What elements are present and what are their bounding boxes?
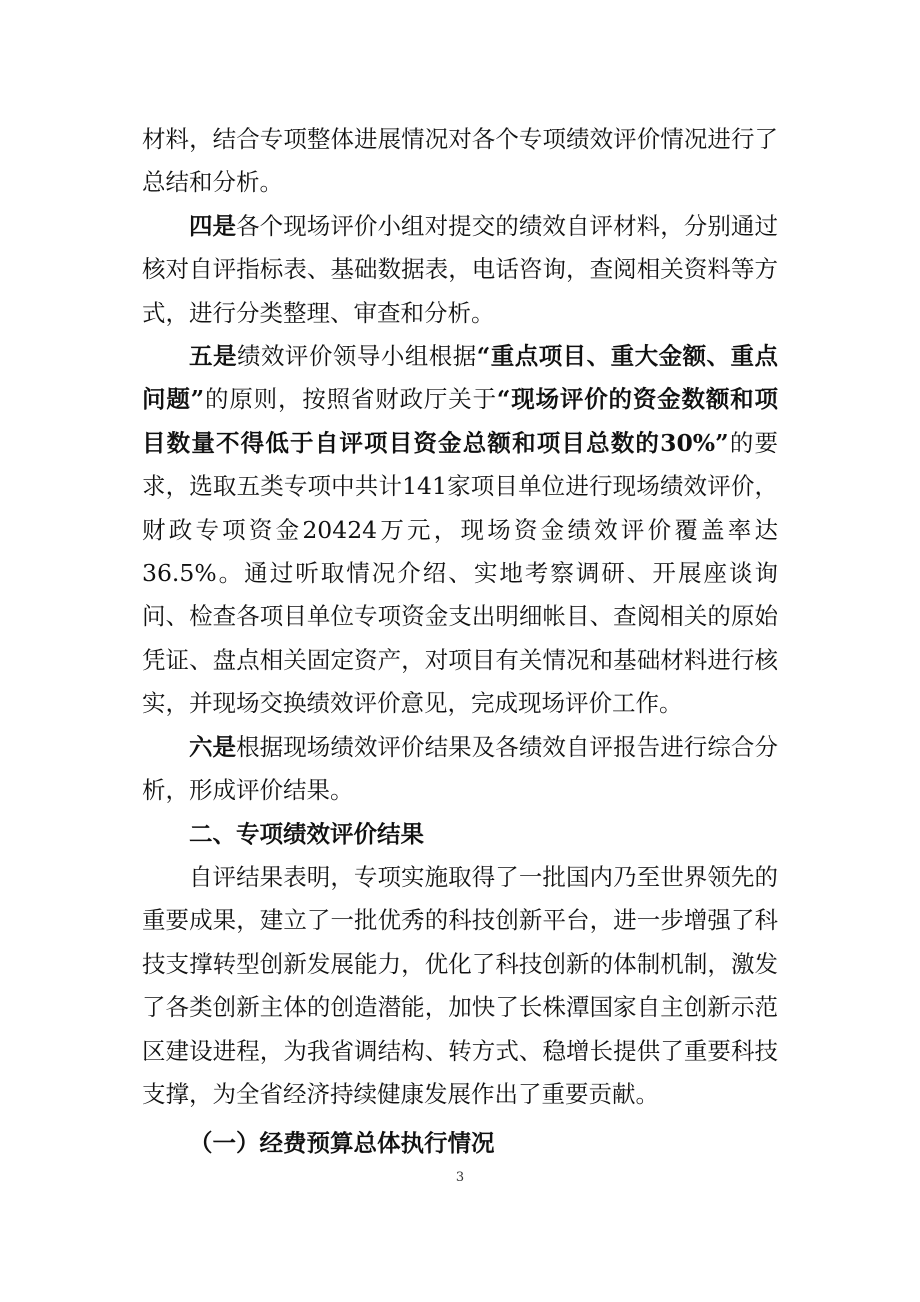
paragraph-text: 自评结果表明，专项实施取得了一批国内乃至世界领先的重要成果，建立了一批优秀的科技创新平台，进一步增强了科技支撑转型创新发展能力，优化了科技创新的体制机制，激发了各类创新主体的创造潜能，加快了长株潭国家自主创新示范区建设进程，为我省调结构、转方式、稳增长提供了重要科技支撑，为全省经济持续健康发展作出了重要贡献。 xyxy=(142,862,778,1108)
paragraph-text: 根据现场绩效评价结果及各绩效自评报告进行综合分析，形成评价结果。 xyxy=(142,732,778,805)
step-lead: 五是 xyxy=(189,342,237,371)
emphasis-text: “现场评价的资金数额和项目数量不得低于自评项目资金总额和项目总数的30%” xyxy=(142,385,778,457)
paragraph-continuation xyxy=(142,118,778,205)
body-text xyxy=(142,118,778,1166)
paragraph-step-five xyxy=(142,335,778,726)
paragraph-step-six xyxy=(142,726,778,813)
paragraph-text: 材料，结合专项整体进展情况对各个专项绩效评价情况进行了总结和分析。 xyxy=(142,125,778,197)
paragraph-text: 绩效评价领导小组根据 xyxy=(236,342,477,371)
section-heading: 二、专项绩效评价结果 xyxy=(189,819,424,848)
emphasis-text: “重点项目、重大金额、重点问题” xyxy=(142,342,779,414)
paragraph-text: 的原则，按照省财政厅关于 xyxy=(204,385,497,414)
paragraph-step-four xyxy=(142,205,778,335)
step-lead: 六是 xyxy=(189,732,237,761)
step-lead: 四是 xyxy=(189,211,237,240)
subsection-heading: （一）经费预算总体执行情况 xyxy=(189,1129,495,1158)
paragraph-text: 的要求，选取五类专项中共计141家项目单位进行现场绩效评价，财政专项资金20424万元，现场资金绩效评价覆盖率达36.5%。通过听取情况介绍、实地考察调研、开展座谈询问、检查各项目单位专项资金支出明细帐目、查阅相关的原始凭证、盘点相关固定资产，对项目有关情况和基础材料进行核实，并现场交换绩效评价意见，完成现场评价工作。 xyxy=(142,428,778,718)
paragraph-text: 各个现场评价小组对提交的绩效自评材料，分别通过核对自评指标表、基础数据表，电话咨询，查阅相关资料等方式，进行分类整理、审查和分析。 xyxy=(142,211,778,327)
paragraph-results xyxy=(142,856,778,1116)
page-number: 3 xyxy=(455,1170,465,1185)
